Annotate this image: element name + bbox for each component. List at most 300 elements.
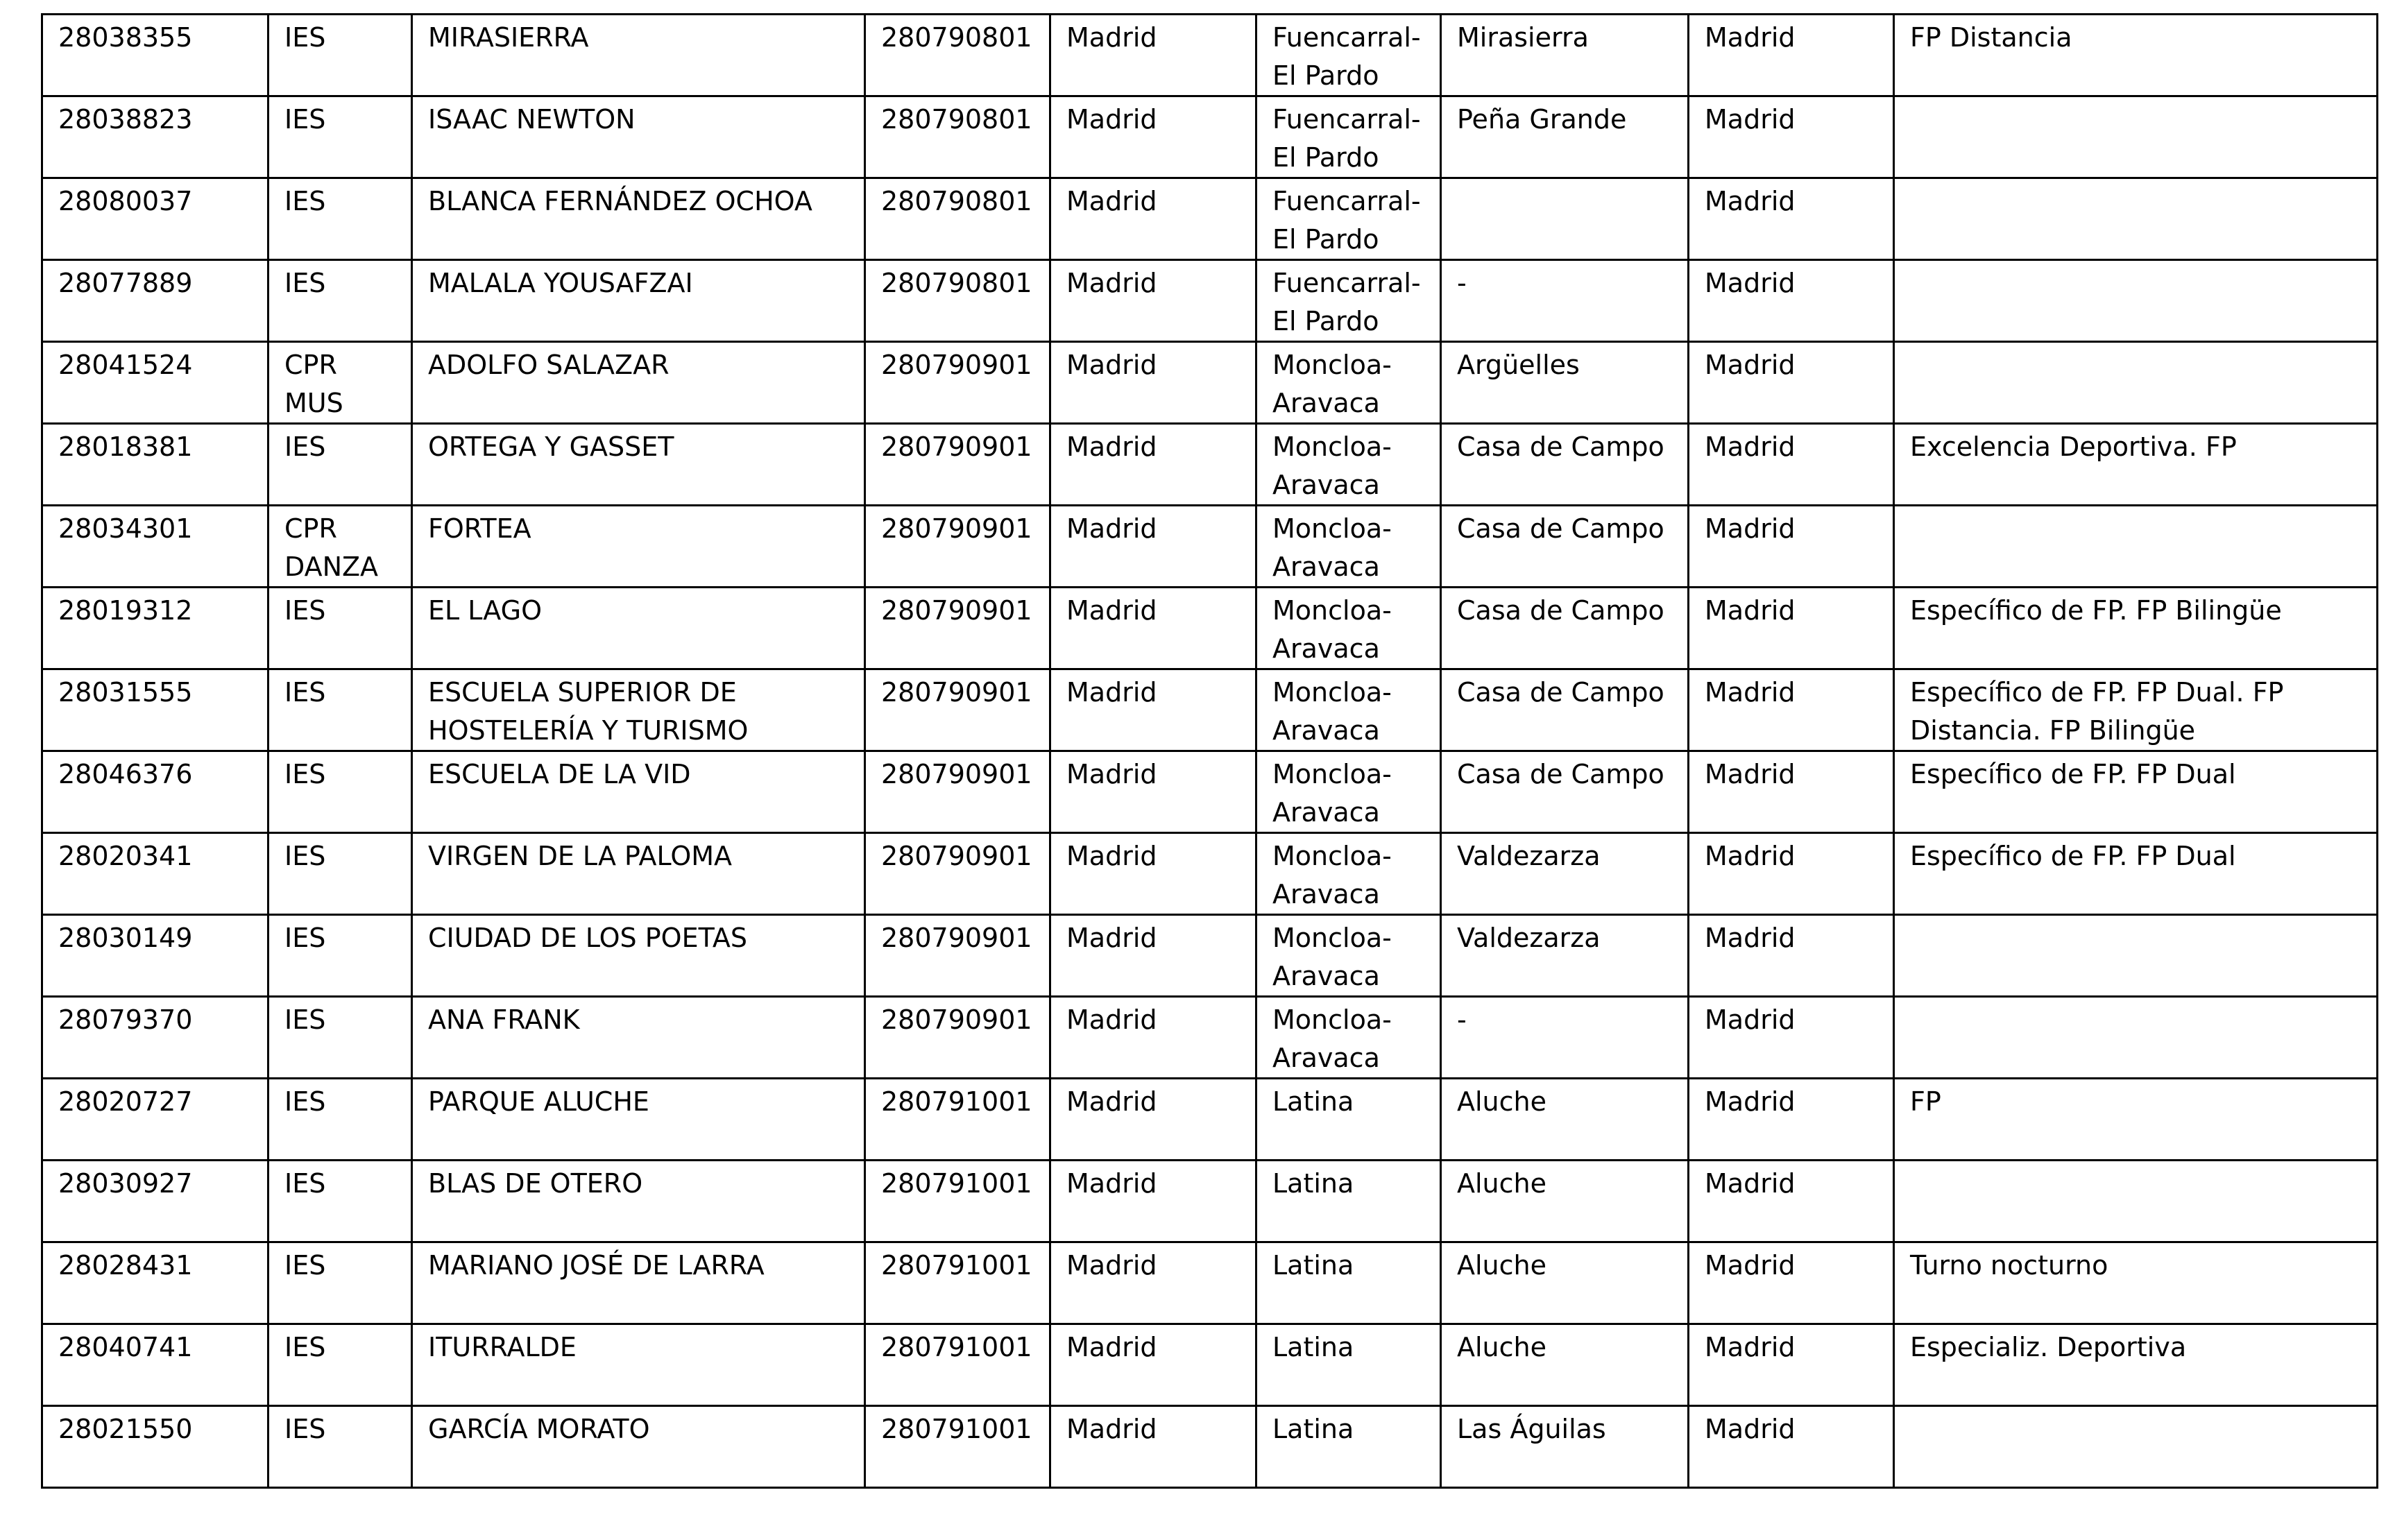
cell-municipality-text: Madrid — [1066, 513, 1157, 544]
cell-area-text: 280791001 — [881, 1414, 1032, 1444]
table-row — [42, 1161, 2378, 1242]
cell-district — [1256, 833, 1441, 915]
cell-code — [42, 1242, 269, 1324]
cell-district — [1256, 15, 1441, 96]
cell-code — [42, 1324, 269, 1406]
cell-municipality — [1050, 669, 1256, 751]
cell-neighborhood-text: Casa de Campo — [1457, 677, 1664, 708]
cell-notes — [1894, 1242, 2378, 1324]
cell-city — [1689, 588, 1894, 669]
cell-city-text: Madrid — [1705, 1168, 1796, 1199]
cell-notes-text: Específico de FP. FP Dual — [1910, 841, 2236, 871]
cell-municipality — [1050, 1242, 1256, 1324]
cell-name-text: BLANCA FERNÁNDEZ OCHOA — [428, 186, 812, 216]
cell-city — [1689, 96, 1894, 178]
cell-district-text: Moncloa- Aravaca — [1272, 759, 1392, 828]
cell-neighborhood-text: - — [1457, 1004, 1467, 1035]
cell-type-text: IES — [284, 1004, 326, 1035]
cell-code — [42, 96, 269, 178]
cell-neighborhood — [1441, 1161, 1689, 1242]
cell-district — [1256, 1242, 1441, 1324]
cell-notes — [1894, 15, 2378, 96]
cell-notes-text — [1910, 179, 2368, 182]
cell-code-text: 28046376 — [58, 759, 193, 789]
cell-type-text: IES — [284, 841, 326, 871]
cell-area-text: 280790901 — [881, 759, 1032, 789]
cell-code — [42, 506, 269, 588]
cell-district — [1256, 342, 1441, 424]
cell-municipality — [1050, 997, 1256, 1079]
cell-neighborhood-text: Aluche — [1457, 1168, 1546, 1199]
table-row — [42, 1406, 2378, 1488]
cell-type — [269, 751, 412, 833]
cell-neighborhood — [1441, 260, 1689, 342]
cell-district-text: Moncloa- Aravaca — [1272, 1004, 1392, 1073]
cell-city — [1689, 342, 1894, 424]
cell-name — [412, 588, 865, 669]
cell-notes-text — [1910, 1407, 2368, 1410]
cell-notes — [1894, 588, 2378, 669]
cell-code — [42, 342, 269, 424]
cell-code-text: 28019312 — [58, 595, 193, 626]
cell-type — [269, 260, 412, 342]
cell-name-text: EL LAGO — [428, 595, 542, 626]
cell-municipality — [1050, 1161, 1256, 1242]
cell-name — [412, 751, 865, 833]
cell-city — [1689, 833, 1894, 915]
cell-notes-text: Específico de FP. FP Dual — [1910, 759, 2236, 789]
cell-municipality-text: Madrid — [1066, 759, 1157, 789]
cell-name — [412, 669, 865, 751]
cell-notes — [1894, 1324, 2378, 1406]
cell-city — [1689, 506, 1894, 588]
cell-type — [269, 915, 412, 997]
cell-notes — [1894, 1406, 2378, 1488]
cell-municipality — [1050, 751, 1256, 833]
cell-city — [1689, 751, 1894, 833]
cell-type-text: IES — [284, 431, 326, 462]
cell-name — [412, 1079, 865, 1161]
cell-code-text: 28031555 — [58, 677, 193, 708]
cell-type — [269, 1079, 412, 1161]
cell-type — [269, 342, 412, 424]
cell-neighborhood — [1441, 997, 1689, 1079]
cell-type-text: IES — [284, 759, 326, 789]
cell-type — [269, 833, 412, 915]
cell-notes — [1894, 1079, 2378, 1161]
cell-notes — [1894, 96, 2378, 178]
cell-neighborhood-text — [1457, 179, 1679, 182]
cell-city — [1689, 15, 1894, 96]
cell-name — [412, 506, 865, 588]
cell-city — [1689, 915, 1894, 997]
cell-notes-text — [1910, 261, 2368, 264]
cell-neighborhood-text: Aluche — [1457, 1086, 1546, 1117]
cell-type — [269, 1406, 412, 1488]
cell-notes-text: Turno nocturno — [1910, 1250, 2108, 1281]
cell-neighborhood — [1441, 1242, 1689, 1324]
cell-city-text: Madrid — [1705, 677, 1796, 708]
cell-city-text: Madrid — [1705, 1250, 1796, 1281]
cell-area-text: 280790801 — [881, 268, 1032, 298]
cell-neighborhood — [1441, 424, 1689, 506]
cell-type — [269, 15, 412, 96]
cell-type-text: IES — [284, 1332, 326, 1362]
table-row — [42, 342, 2378, 424]
cell-type — [269, 96, 412, 178]
cell-area — [865, 915, 1050, 997]
cell-type-text: IES — [284, 677, 326, 708]
cell-name — [412, 1406, 865, 1488]
table-row — [42, 588, 2378, 669]
cell-city-text: Madrid — [1705, 759, 1796, 789]
cell-notes-text: Excelencia Deportiva. FP — [1910, 431, 2237, 462]
cell-type — [269, 178, 412, 260]
cell-code — [42, 424, 269, 506]
cell-district-text: Latina — [1272, 1332, 1354, 1362]
cell-area — [865, 96, 1050, 178]
cell-district-text: Latina — [1272, 1414, 1354, 1444]
cell-type-text: IES — [284, 104, 326, 135]
cell-code-text: 28018381 — [58, 431, 193, 462]
cell-neighborhood-text: Las Águilas — [1457, 1414, 1606, 1444]
cell-district-text: Fuencarral- El Pardo — [1272, 268, 1421, 336]
cell-neighborhood — [1441, 1079, 1689, 1161]
cell-area-text: 280791001 — [881, 1086, 1032, 1117]
cell-area — [865, 1079, 1050, 1161]
cell-code — [42, 588, 269, 669]
cell-area-text: 280791001 — [881, 1250, 1032, 1281]
cell-neighborhood — [1441, 1406, 1689, 1488]
cell-neighborhood — [1441, 751, 1689, 833]
cell-code — [42, 260, 269, 342]
cell-notes-text: FP — [1910, 1086, 1941, 1117]
cell-notes — [1894, 915, 2378, 997]
cell-area — [865, 178, 1050, 260]
cell-notes — [1894, 833, 2378, 915]
cell-name-text: CIUDAD DE LOS POETAS — [428, 923, 747, 953]
cell-type-text: IES — [284, 1168, 326, 1199]
cell-neighborhood-text: - — [1457, 268, 1467, 298]
cell-notes — [1894, 997, 2378, 1079]
cell-notes-text — [1910, 343, 2368, 346]
table-row — [42, 178, 2378, 260]
cell-name-text: MIRASIERRA — [428, 22, 589, 53]
table-row — [42, 506, 2378, 588]
cell-code — [42, 669, 269, 751]
cell-city-text: Madrid — [1705, 1004, 1796, 1035]
cell-type-text: IES — [284, 22, 326, 53]
cell-name-text: ANA FRANK — [428, 1004, 580, 1035]
cell-municipality-text: Madrid — [1066, 1004, 1157, 1035]
cell-district-text: Moncloa- Aravaca — [1272, 350, 1392, 418]
cell-code-text: 28040741 — [58, 1332, 193, 1362]
cell-name-text: FORTEA — [428, 513, 531, 544]
cell-code — [42, 751, 269, 833]
cell-notes — [1894, 751, 2378, 833]
cell-district-text: Moncloa- Aravaca — [1272, 513, 1392, 582]
cell-name-text: MALALA YOUSAFZAI — [428, 268, 693, 298]
cell-code — [42, 1079, 269, 1161]
cell-neighborhood-text: Valdezarza — [1457, 841, 1601, 871]
cell-city — [1689, 424, 1894, 506]
cell-code-text: 28030149 — [58, 923, 193, 953]
cell-city — [1689, 1406, 1894, 1488]
cell-district-text: Fuencarral- El Pardo — [1272, 104, 1421, 173]
cell-municipality — [1050, 506, 1256, 588]
cell-notes — [1894, 669, 2378, 751]
cell-municipality-text: Madrid — [1066, 1414, 1157, 1444]
cell-neighborhood-text: Casa de Campo — [1457, 513, 1664, 544]
cell-code-text: 28028431 — [58, 1250, 193, 1281]
cell-code-text: 28041524 — [58, 350, 193, 380]
cell-area-text: 280790901 — [881, 513, 1032, 544]
cell-type — [269, 997, 412, 1079]
cell-type-text: CPR DANZA — [284, 513, 379, 582]
cell-municipality — [1050, 260, 1256, 342]
cell-municipality — [1050, 588, 1256, 669]
cell-city — [1689, 260, 1894, 342]
cell-type — [269, 506, 412, 588]
cell-municipality-text: Madrid — [1066, 841, 1157, 871]
cell-area-text: 280790901 — [881, 595, 1032, 626]
cell-city — [1689, 1242, 1894, 1324]
table-row — [42, 915, 2378, 997]
cell-municipality-text: Madrid — [1066, 923, 1157, 953]
cell-area — [865, 506, 1050, 588]
cell-area — [865, 424, 1050, 506]
cell-municipality — [1050, 833, 1256, 915]
cell-code — [42, 833, 269, 915]
cell-code-text: 28038823 — [58, 104, 193, 135]
cell-area — [865, 588, 1050, 669]
cell-name — [412, 424, 865, 506]
cell-city-text: Madrid — [1705, 595, 1796, 626]
cell-district — [1256, 997, 1441, 1079]
cell-area-text: 280790901 — [881, 350, 1032, 380]
cell-type — [269, 1324, 412, 1406]
cell-type-text: IES — [284, 186, 326, 216]
cell-type — [269, 669, 412, 751]
cell-city-text: Madrid — [1705, 186, 1796, 216]
cell-name-text: ADOLFO SALAZAR — [428, 350, 670, 380]
cell-city-text: Madrid — [1705, 268, 1796, 298]
cell-name — [412, 15, 865, 96]
cell-area-text: 280790801 — [881, 186, 1032, 216]
cell-district — [1256, 424, 1441, 506]
cell-municipality-text: Madrid — [1066, 268, 1157, 298]
cell-neighborhood-text: Casa de Campo — [1457, 431, 1664, 462]
cell-city-text: Madrid — [1705, 350, 1796, 380]
cell-neighborhood — [1441, 588, 1689, 669]
cell-neighborhood-text: Mirasierra — [1457, 22, 1589, 53]
cell-name — [412, 1161, 865, 1242]
cell-district-text: Moncloa- Aravaca — [1272, 841, 1392, 909]
cell-municipality — [1050, 178, 1256, 260]
cell-municipality — [1050, 1079, 1256, 1161]
cell-municipality-text: Madrid — [1066, 595, 1157, 626]
cell-name-text: MARIANO JOSÉ DE LARRA — [428, 1250, 765, 1281]
cell-notes — [1894, 178, 2378, 260]
cell-neighborhood-text: Casa de Campo — [1457, 595, 1664, 626]
cell-municipality-text: Madrid — [1066, 1250, 1157, 1281]
cell-district-text: Latina — [1272, 1250, 1354, 1281]
table-body — [42, 15, 2378, 1488]
cell-area — [865, 260, 1050, 342]
cell-city-text: Madrid — [1705, 923, 1796, 953]
cell-area — [865, 1324, 1050, 1406]
cell-area-text: 280790801 — [881, 22, 1032, 53]
cell-municipality-text: Madrid — [1066, 431, 1157, 462]
cell-code — [42, 15, 269, 96]
cell-area — [865, 342, 1050, 424]
cell-neighborhood-text: Casa de Campo — [1457, 759, 1664, 789]
cell-district — [1256, 915, 1441, 997]
cell-district-text: Moncloa- Aravaca — [1272, 677, 1392, 746]
cell-type-text: IES — [284, 923, 326, 953]
cell-city — [1689, 669, 1894, 751]
cell-district — [1256, 1161, 1441, 1242]
cell-neighborhood — [1441, 506, 1689, 588]
cell-area — [865, 833, 1050, 915]
cell-notes — [1894, 342, 2378, 424]
cell-type-text: IES — [284, 1250, 326, 1281]
table-row — [42, 1242, 2378, 1324]
cell-name-text: VIRGEN DE LA PALOMA — [428, 841, 733, 871]
cell-district — [1256, 506, 1441, 588]
cell-code-text: 28030927 — [58, 1168, 193, 1199]
cell-code-text: 28020727 — [58, 1086, 193, 1117]
cell-type — [269, 1161, 412, 1242]
cell-municipality — [1050, 915, 1256, 997]
cell-municipality-text: Madrid — [1066, 1332, 1157, 1362]
cell-district — [1256, 588, 1441, 669]
cell-area — [865, 1161, 1050, 1242]
cell-district — [1256, 260, 1441, 342]
schools-table — [41, 13, 2378, 1489]
cell-name — [412, 1242, 865, 1324]
cell-name — [412, 96, 865, 178]
cell-district — [1256, 96, 1441, 178]
cell-type-text: IES — [284, 268, 326, 298]
cell-name-text: ESCUELA DE LA VID — [428, 759, 691, 789]
cell-district — [1256, 1324, 1441, 1406]
cell-area — [865, 997, 1050, 1079]
cell-type-text: IES — [284, 595, 326, 626]
cell-municipality — [1050, 15, 1256, 96]
cell-city — [1689, 178, 1894, 260]
cell-neighborhood-text: Aluche — [1457, 1250, 1546, 1281]
cell-city-text: Madrid — [1705, 22, 1796, 53]
cell-name — [412, 915, 865, 997]
table-row — [42, 833, 2378, 915]
cell-municipality — [1050, 424, 1256, 506]
cell-district-text: Moncloa- Aravaca — [1272, 595, 1392, 664]
cell-name — [412, 178, 865, 260]
cell-name-text: ITURRALDE — [428, 1332, 577, 1362]
cell-name — [412, 833, 865, 915]
cell-notes-text — [1910, 1161, 2368, 1165]
cell-area — [865, 751, 1050, 833]
table-row — [42, 1324, 2378, 1406]
cell-area — [865, 1406, 1050, 1488]
cell-neighborhood-text: Peña Grande — [1457, 104, 1627, 135]
cell-name-text: BLAS DE OTERO — [428, 1168, 643, 1199]
cell-notes — [1894, 424, 2378, 506]
cell-code — [42, 178, 269, 260]
cell-city-text: Madrid — [1705, 104, 1796, 135]
cell-area-text: 280791001 — [881, 1168, 1032, 1199]
cell-area-text: 280790901 — [881, 923, 1032, 953]
cell-city-text: Madrid — [1705, 513, 1796, 544]
cell-type — [269, 1242, 412, 1324]
cell-city — [1689, 1079, 1894, 1161]
cell-district — [1256, 1406, 1441, 1488]
cell-type-text: CPR MUS — [284, 350, 343, 418]
cell-neighborhood — [1441, 178, 1689, 260]
cell-notes — [1894, 1161, 2378, 1242]
cell-code-text: 28020341 — [58, 841, 193, 871]
cell-district-text: Latina — [1272, 1086, 1354, 1117]
table-row — [42, 96, 2378, 178]
cell-neighborhood — [1441, 915, 1689, 997]
cell-notes-text — [1910, 97, 2368, 101]
cell-city-text: Madrid — [1705, 1332, 1796, 1362]
cell-area-text: 280790901 — [881, 677, 1032, 708]
cell-municipality-text: Madrid — [1066, 22, 1157, 53]
cell-type-text: IES — [284, 1086, 326, 1117]
cell-notes-text — [1910, 916, 2368, 919]
cell-code-text: 28034301 — [58, 513, 193, 544]
cell-code-text: 28077889 — [58, 268, 193, 298]
cell-city-text: Madrid — [1705, 1086, 1796, 1117]
cell-name — [412, 260, 865, 342]
cell-notes-text: Especializ. Deportiva — [1910, 1332, 2187, 1362]
cell-notes — [1894, 506, 2378, 588]
cell-notes-text: FP Distancia — [1910, 22, 2072, 53]
cell-area — [865, 1242, 1050, 1324]
cell-type-text: IES — [284, 1414, 326, 1444]
cell-city — [1689, 997, 1894, 1079]
cell-neighborhood-text: Aluche — [1457, 1332, 1546, 1362]
cell-district — [1256, 178, 1441, 260]
cell-area — [865, 15, 1050, 96]
cell-area-text: 280790801 — [881, 104, 1032, 135]
cell-neighborhood — [1441, 1324, 1689, 1406]
cell-municipality-text: Madrid — [1066, 186, 1157, 216]
cell-district — [1256, 751, 1441, 833]
cell-municipality-text: Madrid — [1066, 677, 1157, 708]
cell-code-text: 28038355 — [58, 22, 193, 53]
cell-name — [412, 997, 865, 1079]
cell-code — [42, 1161, 269, 1242]
cell-code-text: 28080037 — [58, 186, 193, 216]
cell-district — [1256, 1079, 1441, 1161]
table-row — [42, 1079, 2378, 1161]
cell-municipality — [1050, 1324, 1256, 1406]
cell-district-text: Latina — [1272, 1168, 1354, 1199]
cell-municipality-text: Madrid — [1066, 1086, 1157, 1117]
cell-neighborhood — [1441, 342, 1689, 424]
cell-city-text: Madrid — [1705, 1414, 1796, 1444]
cell-city-text: Madrid — [1705, 431, 1796, 462]
table-row — [42, 15, 2378, 96]
cell-notes-text — [1910, 506, 2368, 510]
cell-district-text: Fuencarral- El Pardo — [1272, 186, 1421, 255]
cell-name-text: ESCUELA SUPERIOR DE HOSTELERÍA Y TURISMO — [428, 677, 749, 746]
cell-notes-text — [1910, 998, 2368, 1001]
cell-code — [42, 1406, 269, 1488]
